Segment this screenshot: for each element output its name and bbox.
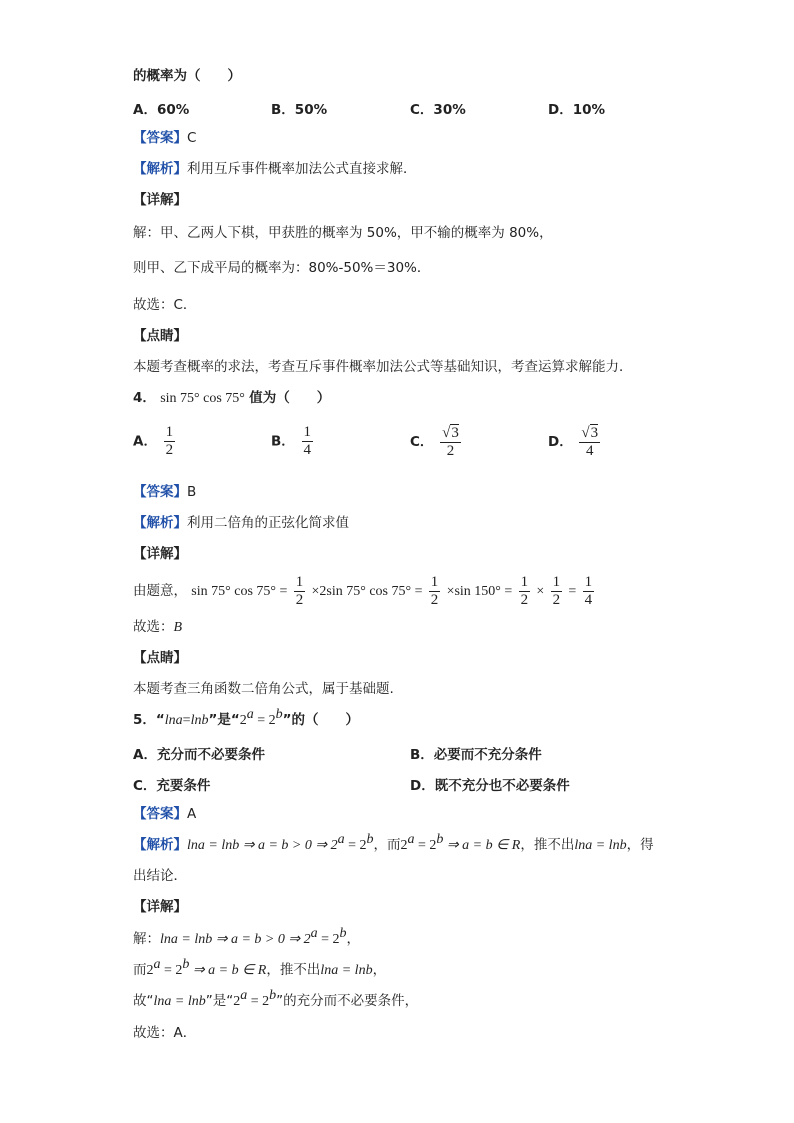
option-d: D． $\frac{√3}{4}$ — [548, 425, 599, 459]
analysis-line: 【解析】lna = lnb ⇒ a = b > 0 ⇒ $2^a = 2^b$，而$2^a = 2^b$ ⇒ a = b ∈ R，推不出lna = lnb，得 — [133, 832, 654, 853]
question-5-stem: 5．“lna=lnb”是“2$^a$ = 2$^b$”的（ ） — [133, 707, 359, 728]
comment-heading: 【点睛】 — [133, 650, 187, 666]
detail-line: 而$2^a = 2^b$ ⇒ a = b ∈ R，推不出lna = lnb， — [133, 957, 387, 978]
comment-line: 本题考查三角函数二倍角公式，属于基础题. — [133, 681, 394, 697]
sqrt-symbol: √3 — [442, 425, 459, 441]
option-d: D．既不充分也不必要条件 — [410, 778, 570, 794]
analysis-line-continued: 出结论． — [133, 868, 187, 884]
detail-heading: 【详解】 — [133, 899, 187, 915]
analysis-line: 【解析】利用互斥事件概率加法公式直接求解． — [133, 161, 417, 177]
answer-line: 【答案】C — [133, 130, 197, 146]
conclusion-line: 故选：B — [133, 619, 183, 635]
question-stem-tail: 的概率为（ ） — [133, 68, 241, 84]
option-a: A．充分而不必要条件 — [133, 747, 265, 763]
conclusion-line: 故选：A． — [133, 1025, 197, 1041]
analysis-line: 【解析】利用二倍角的正弦化简求值 — [133, 515, 349, 531]
detail-heading: 【详解】 — [133, 192, 187, 208]
option-d: D．10% — [548, 102, 606, 118]
option-b: B． $\frac{1}{4}$ — [271, 424, 311, 458]
detail-heading: 【详解】 — [133, 546, 187, 562]
comment-line: 本题考查概率的求法，考查互斥事件概率加法公式等基础知识，考查运算求解能力． — [133, 359, 633, 375]
detail-line: 解：lna = lnb ⇒ a = b > 0 ⇒ $2^a = 2^b$， — [133, 926, 360, 947]
conclusion-line: 故选：C． — [133, 297, 197, 313]
answer-line: 【答案】B — [133, 484, 197, 500]
question-4-stem: 4． sin 75° cos 75° 值为（ ） — [133, 390, 331, 406]
detail-line: 则甲、乙下成平局的概率为：80%-50%＝30%． — [133, 260, 431, 276]
option-c: C． $\frac{√3}{2}$ — [410, 425, 459, 459]
option-a: A． $\frac{1}{2}$ — [133, 424, 174, 458]
option-a: A．60% — [133, 102, 190, 118]
sqrt-symbol: √3 — [581, 425, 599, 441]
answer-line: 【答案】A — [133, 806, 197, 822]
detail-line: 故“lna = lnb”是“$2^a = 2^b$”的充分而不必要条件， — [133, 988, 419, 1009]
detail-line: 解：甲、乙两人下棋，甲获胜的概率为 50%，甲不输的概率为 80%， — [133, 225, 553, 241]
detail-equation: 由题意， sin 75° cos 75° = $\frac{1}{2}$ ×2sin 75° cos 75° = $\frac{1}{2}$ ×sin 150° = $\frac{1}{2}$ × $\frac{1}{2}$ = $\frac{1}{4}$ — [133, 573, 593, 608]
option-b: B．50% — [271, 102, 328, 118]
comment-heading: 【点睛】 — [133, 328, 187, 344]
option-c: C．30% — [410, 102, 466, 118]
option-b: B．必要而不充分条件 — [410, 747, 542, 763]
option-c: C．充要条件 — [133, 778, 211, 794]
